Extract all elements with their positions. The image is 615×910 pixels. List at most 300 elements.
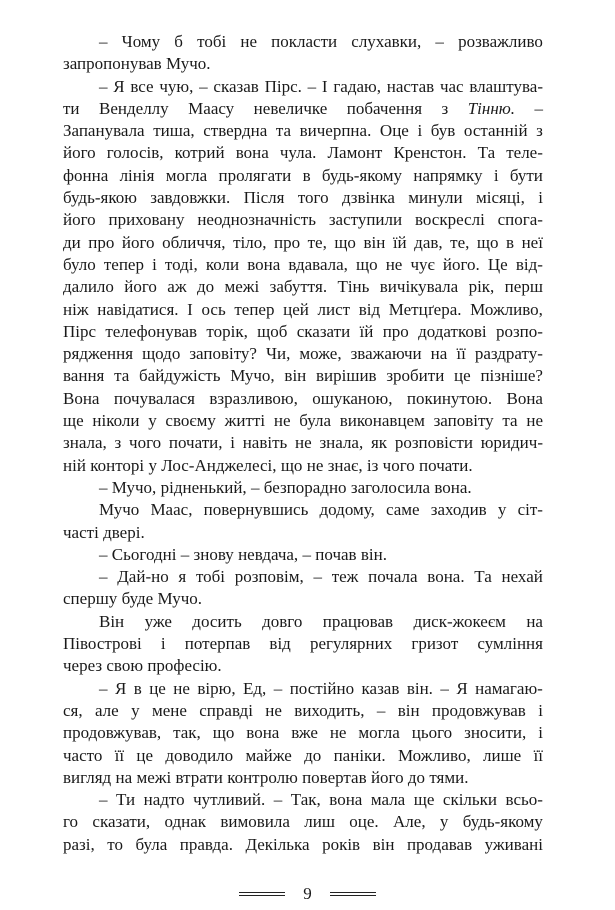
word: спога-	[497, 210, 543, 230]
word: через	[63, 656, 103, 676]
word: правда.	[179, 834, 233, 854]
word: минули	[408, 188, 463, 208]
word: невеличке	[253, 98, 328, 118]
word: навіть	[242, 433, 288, 453]
word: –	[99, 790, 108, 810]
word: розпо-	[495, 321, 543, 341]
word: сумління	[477, 634, 543, 654]
word: Запанувала	[63, 121, 145, 141]
text-line	[63, 276, 543, 298]
word: Маасу	[188, 98, 235, 118]
text-line	[63, 165, 543, 187]
text-line	[63, 432, 543, 454]
word: справді	[199, 700, 253, 720]
word: його	[63, 210, 96, 230]
word: побачення	[346, 98, 423, 118]
word: до	[196, 277, 215, 297]
word: почала	[368, 567, 418, 587]
word: його	[370, 767, 404, 787]
word: аж	[167, 277, 187, 297]
word: знала,	[63, 433, 107, 453]
word: як	[370, 433, 388, 453]
word: Оце	[379, 121, 409, 141]
word: Мучо	[99, 500, 140, 520]
text-line	[63, 745, 543, 767]
word: –	[180, 544, 190, 564]
word: він.	[406, 678, 433, 698]
word: продовжував,	[63, 723, 162, 743]
word: в	[133, 678, 142, 698]
word: мала	[370, 790, 406, 810]
word: Декілька	[245, 834, 310, 854]
word: його	[121, 232, 155, 252]
word: Але,	[393, 812, 426, 832]
word: завдовжки.	[150, 188, 231, 208]
word: –	[307, 76, 317, 96]
word: Кренстон.	[393, 143, 467, 163]
word: –	[99, 544, 108, 564]
word: на	[526, 611, 543, 631]
text-line	[63, 120, 543, 142]
word: Ти	[116, 790, 136, 810]
word: втрати	[175, 767, 223, 787]
word: зважаючи	[350, 344, 422, 364]
word: Вона	[63, 388, 100, 408]
word: уже	[144, 611, 172, 631]
word: про	[273, 232, 301, 252]
word: в	[302, 165, 311, 185]
word: –	[99, 678, 108, 698]
word: і	[160, 634, 166, 654]
text-line	[63, 544, 543, 566]
word: Вона	[506, 388, 543, 408]
word: –	[99, 567, 108, 587]
word: запропонував	[63, 54, 162, 74]
word: в	[506, 232, 515, 252]
word: житті	[224, 411, 266, 431]
word: рідненький,	[160, 477, 247, 497]
text-line	[63, 410, 543, 432]
word: з	[536, 121, 543, 141]
word: покласти	[271, 32, 338, 51]
word: казав	[361, 678, 400, 698]
word: вірю,	[197, 678, 236, 698]
word: його.	[442, 254, 480, 274]
word: не	[329, 723, 347, 743]
word: виконавцем	[339, 411, 425, 431]
word: Я	[114, 678, 127, 698]
text-line	[63, 700, 543, 722]
word: виходить,	[294, 700, 365, 720]
word: у	[439, 812, 449, 832]
word: настав	[386, 76, 435, 96]
text-line	[63, 789, 543, 811]
word: я	[178, 567, 187, 587]
word: будь-якому	[321, 165, 403, 185]
text-line	[63, 588, 543, 610]
word: повернувшись	[203, 500, 309, 520]
word: сказав	[213, 76, 259, 96]
word: цього	[411, 723, 453, 743]
word: і	[538, 723, 543, 743]
text-line	[63, 678, 543, 700]
word: Метцґера.	[388, 299, 462, 319]
word: що	[280, 455, 303, 475]
word: вона.	[427, 567, 465, 587]
word: –	[99, 477, 108, 497]
word: ніколи	[92, 411, 140, 431]
word: тобі	[197, 32, 227, 51]
word: це	[149, 678, 166, 698]
word: голосів,	[106, 143, 164, 163]
word: буде	[121, 589, 154, 609]
word: дав,	[414, 232, 443, 252]
word: те,	[450, 232, 470, 252]
word: тобі	[195, 567, 226, 587]
word: конторі	[90, 455, 145, 475]
word: Чому	[121, 32, 161, 51]
word: Мучо,	[111, 477, 157, 497]
word: обличчя,	[162, 232, 226, 252]
word: ствердна	[203, 121, 268, 141]
word: напрямку	[413, 165, 483, 185]
word: вичерпна.	[299, 121, 372, 141]
word: зробити	[386, 366, 445, 386]
word: постійно	[289, 678, 355, 698]
word: у	[131, 700, 140, 720]
word: розповісти	[394, 433, 473, 453]
word: коли	[205, 254, 240, 274]
word: у	[497, 500, 507, 520]
word: того	[297, 188, 329, 208]
word: та	[275, 121, 292, 141]
page-footer	[0, 882, 615, 906]
word: їй	[392, 232, 407, 252]
word: Мучо,	[230, 366, 275, 386]
word: телефонував	[105, 321, 198, 341]
word: знає,	[327, 455, 363, 475]
word: паніки.	[333, 745, 386, 765]
word: перш	[504, 277, 543, 297]
word: однак	[164, 812, 207, 832]
text-line	[63, 299, 543, 321]
word: покинутою.	[406, 388, 493, 408]
word: Та	[477, 143, 496, 163]
word: –	[199, 76, 208, 96]
word: він	[372, 834, 395, 854]
word: воскреслі	[414, 210, 485, 230]
word: вже	[291, 723, 318, 743]
word: доводило	[165, 745, 234, 765]
word: Ед,	[243, 678, 267, 698]
word: регулярних	[309, 634, 393, 654]
word: –	[376, 700, 386, 720]
word: оце.	[349, 812, 379, 832]
word: нехай	[501, 567, 543, 587]
word: чує	[410, 254, 435, 274]
word: чутливий.	[193, 790, 266, 810]
word: почати.	[419, 455, 473, 475]
word: гадаю,	[333, 76, 381, 96]
text-line	[63, 365, 543, 387]
word: додому,	[319, 500, 375, 520]
word: Він	[99, 611, 125, 631]
text-line	[63, 187, 543, 209]
word: контролю	[227, 767, 298, 787]
word: байдужість	[139, 366, 221, 386]
word: він.	[360, 544, 387, 564]
word: що	[334, 232, 356, 252]
word: приховану	[108, 210, 185, 230]
word: юридич-	[480, 433, 543, 453]
word: і	[493, 165, 499, 185]
word: чого	[382, 455, 415, 475]
word: не	[295, 433, 312, 453]
word: може,	[299, 344, 342, 364]
word: –	[99, 32, 108, 51]
word: –	[99, 76, 108, 96]
word: далило	[63, 277, 114, 297]
word: сіт-	[517, 500, 543, 520]
text-line	[63, 98, 543, 120]
word: заповіту?	[189, 344, 257, 364]
text-line	[63, 767, 543, 789]
word: майже	[245, 745, 292, 765]
word: навідатися.	[97, 299, 179, 319]
word: лист	[317, 299, 351, 319]
word: що	[356, 254, 378, 274]
word: Я	[456, 678, 468, 698]
word: і	[538, 188, 543, 208]
word: Лос-Анджелесі,	[161, 455, 277, 475]
word: Можливо,	[397, 745, 471, 765]
word: вона	[247, 254, 281, 274]
word: неоднозначність	[197, 210, 316, 230]
text-line	[63, 76, 543, 98]
text-line	[63, 655, 543, 677]
word: пролягати	[218, 165, 292, 185]
word: Мучо.	[157, 589, 203, 609]
word: від-	[515, 254, 543, 274]
word: свою	[106, 656, 144, 676]
word: почати,	[168, 433, 223, 453]
word: ось	[201, 299, 226, 319]
word: зносити,	[464, 723, 527, 743]
word: ошуканою,	[312, 388, 393, 408]
word: від	[269, 634, 291, 654]
word: це	[136, 745, 154, 765]
text-line	[63, 633, 543, 655]
word: його	[63, 143, 96, 163]
text-line	[63, 254, 543, 276]
word: до	[407, 767, 426, 787]
word: –	[440, 678, 449, 698]
word: він	[397, 700, 420, 720]
word: довго	[262, 611, 303, 631]
word: слухавки,	[351, 32, 422, 51]
text-line	[63, 477, 543, 499]
word: Тінню.	[467, 98, 515, 118]
word: не	[173, 678, 190, 698]
word: намагаю-	[475, 678, 543, 698]
word: на	[115, 767, 133, 787]
word: але	[94, 700, 119, 720]
word: саме	[386, 500, 420, 520]
word: Пірс.	[264, 76, 302, 96]
word: заповіту	[433, 411, 494, 431]
word: на	[430, 344, 448, 364]
word: не	[273, 411, 291, 431]
word: то	[107, 834, 123, 854]
word: вона	[329, 790, 363, 810]
word: працював	[322, 611, 394, 631]
word: часті	[63, 522, 99, 542]
word: не	[240, 32, 257, 51]
word: безпорадно	[263, 477, 347, 497]
word: тоді,	[164, 254, 198, 274]
word: заходив	[430, 500, 487, 520]
word: мене	[151, 700, 187, 720]
word: всьо-	[505, 790, 543, 810]
word: заступили	[328, 210, 403, 230]
word: Дай-но	[117, 567, 169, 587]
word: ще	[413, 790, 435, 810]
word: вона	[246, 723, 280, 743]
text-line	[63, 343, 543, 365]
word: досить	[192, 611, 242, 631]
word: часто	[63, 745, 103, 765]
word: дзвінка	[341, 188, 395, 208]
word: –	[250, 477, 260, 497]
word: Тінь	[337, 277, 370, 297]
word: взразливою,	[209, 388, 298, 408]
word: пізніше?	[480, 366, 543, 386]
word: тями.	[429, 767, 469, 787]
text-line	[63, 566, 543, 588]
word: своєму	[165, 411, 216, 431]
word: вирішив	[316, 366, 377, 386]
word: із	[366, 455, 379, 475]
word: його	[124, 277, 157, 297]
word: рядження	[63, 344, 134, 364]
word: будь-якому	[462, 812, 543, 832]
word: го	[63, 812, 79, 832]
word: ся,	[63, 700, 83, 720]
word: ще	[63, 411, 84, 431]
word: у	[148, 455, 157, 475]
footer-rule-right	[330, 892, 376, 896]
text-line	[63, 499, 543, 521]
word: теж	[331, 567, 359, 587]
word: межі	[224, 277, 260, 297]
word: чую,	[159, 76, 194, 96]
word: межі	[136, 767, 172, 787]
word: чого	[129, 433, 162, 453]
word: ній	[63, 455, 86, 475]
text-line	[63, 388, 543, 410]
word: –	[435, 32, 444, 51]
word: заголосила	[350, 477, 431, 497]
word: розважливо	[458, 32, 543, 51]
text-line	[63, 31, 543, 53]
text-line	[63, 811, 543, 833]
word: разі,	[63, 834, 95, 854]
word: так,	[173, 723, 201, 743]
word: невдача,	[238, 544, 299, 564]
word: тепер	[103, 254, 144, 274]
word: у	[148, 411, 157, 431]
word: диск-жокеєм	[413, 611, 506, 631]
word: її	[456, 344, 466, 364]
text-line	[63, 209, 543, 231]
word: було	[63, 254, 96, 274]
word: Ламонт	[327, 143, 383, 163]
word: Так,	[290, 790, 321, 810]
word: до	[304, 745, 322, 765]
word: він	[363, 232, 386, 252]
word: вдавала,	[288, 254, 348, 274]
body-text	[63, 31, 543, 856]
word: І	[187, 299, 193, 319]
word: Це	[487, 254, 508, 274]
word: лінія	[119, 165, 155, 185]
word: Чи,	[266, 344, 291, 364]
word: уживані	[484, 834, 543, 854]
word: це	[454, 366, 471, 386]
footer-rule-left	[239, 892, 285, 896]
word: будь-якою	[63, 188, 137, 208]
word: могла	[165, 165, 208, 185]
word: –	[273, 678, 283, 698]
word: неї	[521, 232, 543, 252]
text-line	[63, 142, 543, 164]
word: та	[114, 366, 130, 386]
word: забуття.	[269, 277, 328, 297]
word: могла	[358, 723, 400, 743]
word: вона.	[434, 477, 472, 497]
word: теле-	[506, 143, 543, 163]
word: розповім,	[234, 567, 304, 587]
word: тіло,	[233, 232, 267, 252]
word: не	[526, 411, 543, 431]
word: професію.	[147, 656, 222, 676]
word: про	[88, 232, 115, 252]
word: вигляд	[63, 767, 112, 787]
word: Можливо,	[470, 299, 543, 319]
word: і	[230, 433, 235, 453]
word: знала,	[319, 433, 364, 453]
word: –	[313, 567, 322, 587]
word: вона	[235, 143, 269, 163]
word: що	[212, 723, 235, 743]
word: ди	[63, 232, 81, 252]
word: Пірс	[63, 321, 97, 341]
word: лиш	[304, 812, 335, 832]
word: про	[382, 321, 409, 341]
word: І	[321, 76, 328, 96]
word: час	[439, 76, 464, 96]
word: ти	[63, 98, 80, 118]
word: влаштува-	[469, 76, 543, 96]
word: все	[130, 76, 154, 96]
word: була	[135, 834, 168, 854]
word: б	[174, 32, 183, 51]
word: і	[417, 121, 423, 141]
word: ніж	[63, 299, 89, 319]
text-line	[63, 53, 543, 75]
word: скільки	[442, 790, 498, 810]
word: щоб	[257, 321, 288, 341]
